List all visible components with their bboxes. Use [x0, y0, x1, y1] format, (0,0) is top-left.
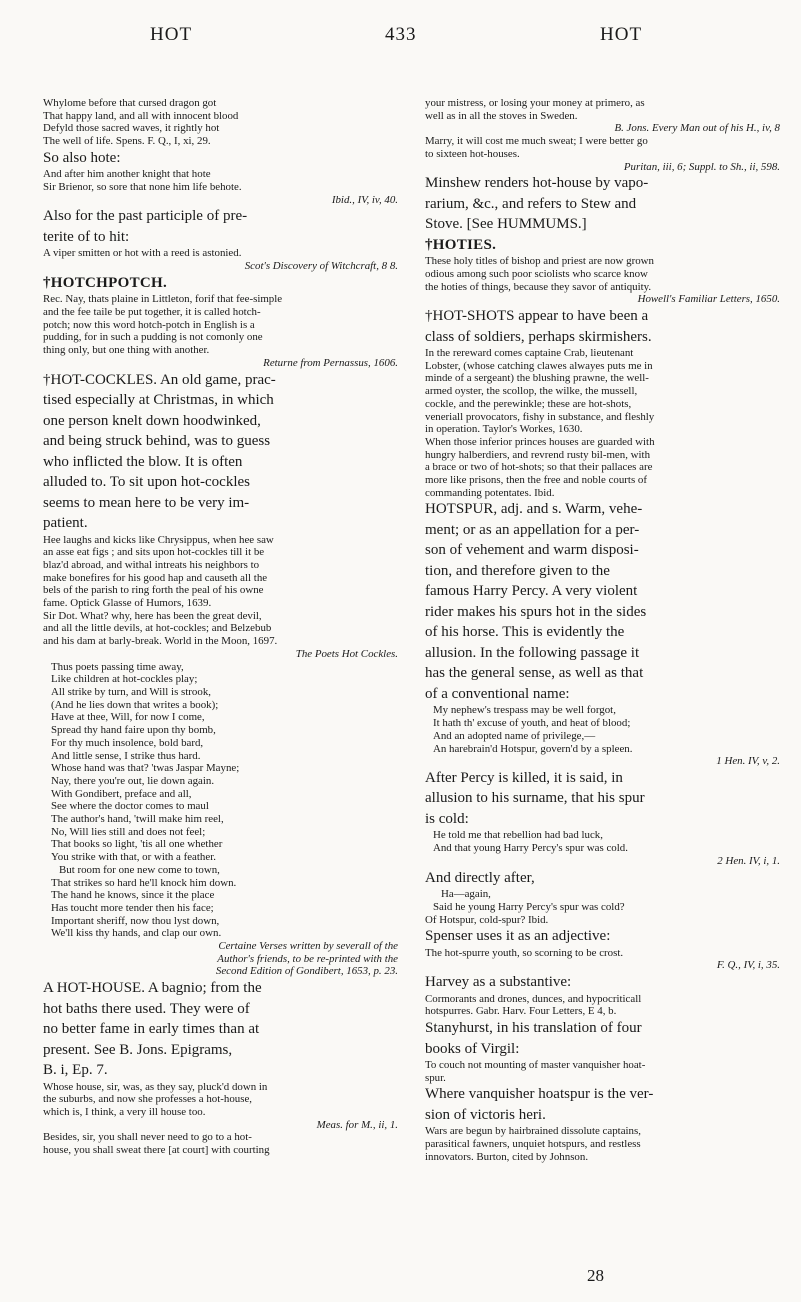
text-line: Whose hand was that? 'twas Jaspar Mayne; [51, 762, 240, 775]
text-line: After Percy is killed, it is said, in [425, 769, 623, 786]
text-line: My nephew's trespass may be well forgot, [433, 704, 616, 717]
text-line: Cormorants and drones, dunces, and hypocriticall [425, 992, 642, 1005]
text-line: †HOT-SHOTS appear to have been a [425, 308, 649, 325]
text-line: parasitical fawners, unquiet hotspurs, and restless [425, 1138, 641, 1151]
text-line: Howell's Familiar Letters, 1650. [637, 293, 780, 306]
text-line: your mistress, or losing your money at primero, as [425, 97, 645, 109]
text-line: the hoties of things, because they savor of antiquity. [425, 280, 652, 293]
text-line: A HOT-HOUSE. A bagnio; from the [43, 980, 262, 997]
text-line: Where vanquisher hoatspur is the ver- [425, 1086, 654, 1103]
text-line: has the general sense, as well as that [425, 665, 644, 682]
text-line: Whylome before that cursed dragon got [43, 97, 217, 109]
running-head-left: HOT [150, 24, 193, 45]
text-line: 1 Hen. IV, v, 2. [716, 755, 780, 768]
text-line: And that young Harry Percy's spur was cold. [433, 842, 628, 855]
text-line: an asse eat figs ; and sits upon hot-cockles till it be [43, 546, 265, 559]
text-line: Rec. Nay, thats plaine in Littleton, forif that fee-simple [43, 293, 283, 306]
text-line: potch; now this word hotch-potch in English is a [43, 318, 255, 331]
text-line: Sir Dot. What? why, here has been the great devil, [43, 609, 262, 622]
text-line: innovators. Burton, cited by Johnson. [425, 1150, 589, 1163]
text-line: Have at thee, Will, for now I come, [51, 711, 205, 724]
text-line: one person knelt down hoodwinked, [43, 412, 261, 429]
text-line: In the rereward comes captaine Crab, lieutenant [425, 347, 634, 360]
text-line: Certaine Verses written by severall of the [218, 940, 398, 953]
text-line: †HOTIES. [425, 236, 497, 253]
text-line: No, Will lies still and does not feel; [51, 825, 206, 838]
text-line: Ibid., IV, iv, 40. [331, 193, 398, 206]
text-line: and being struck behind, was to guess [43, 433, 271, 450]
text-line: a brace or two of hot-shots; so that their pallaces are [425, 461, 653, 474]
text-line: All strike by turn, and Will is strook, [51, 685, 211, 698]
text-line: Ha—again, [441, 888, 491, 901]
text-line: Stove. [See HUMMUMS.] [425, 216, 587, 233]
text-line: in operation. Taylor's Workes, 1630. [425, 423, 583, 436]
text-line: †HOTCHPOTCH. [43, 274, 168, 291]
text-line: Spenser uses it as an adjective: [425, 928, 611, 945]
text-line: rider makes his spurs hot in the sides [425, 603, 647, 620]
text-line: Sir Brienor, so sore that none him life behote. [43, 181, 242, 194]
text-line: fame. Optick Glasse of Humors, 1639. [43, 597, 212, 610]
text-line: 2 Hen. IV, i, 1. [717, 854, 780, 867]
text-line: Returne from Pernassus, 1606. [263, 356, 398, 369]
text-line: is cold: [425, 810, 469, 827]
text-line: Second Edition of Gondibert, 1653, p. 23. [215, 965, 398, 978]
text-line: Nay, there you're out, lie down again. [51, 774, 215, 787]
text-line: bels of the parish to ring forth the peal of his owne [43, 584, 264, 597]
text-line: The hand he knows, since it the place [51, 889, 215, 902]
text-line: Spread thy hand faire upon thy bomb, [51, 724, 216, 737]
text-line: alluded to. To sit upon hot-cockles [43, 474, 250, 491]
text-line: blaz'd abroad, and withal intreats his neighbors to [43, 558, 260, 571]
text-line: of a conventional name: [425, 685, 570, 702]
text-line: (And he lies down that writes a book); [51, 698, 219, 711]
text-line: You strike with that, or with a feather. [51, 851, 216, 864]
text-line: Scot's Discovery of Witchcraft, 8 8. [244, 260, 398, 273]
text-line: Meas. for M., ii, 1. [316, 1118, 398, 1131]
page-number: 433 [385, 24, 417, 45]
text-line: terite of to hit: [43, 228, 130, 245]
text-line: class of soldiers, perhaps skirmishers. [425, 328, 652, 345]
text-line: famous Harry Percy. A very violent [425, 583, 638, 600]
text-line: spur. [425, 1071, 446, 1084]
text-line: And an adopted name of privilege,— [433, 729, 596, 742]
text-line: The well of life. Spens. F. Q., I, xi, 29. [43, 135, 211, 148]
text-line: †HOT-COCKLES. An old game, prac- [43, 371, 276, 388]
text-line: Marry, it will cost me much sweat; I were better go [425, 135, 648, 148]
text-line: ment; or as an appellation for a per- [425, 521, 640, 538]
running-head-right: HOT [600, 24, 643, 45]
text-line: hot baths there used. They were of [43, 1000, 250, 1017]
text-line: to sixteen hot-houses. [425, 147, 520, 160]
text-line: See where the doctor comes to maul [51, 800, 209, 813]
text-line: which is, I think, a very ill house too. [43, 1106, 206, 1119]
text-line: A viper smitten or hot with a reed is astonied. [43, 247, 242, 260]
text-line: Like children at hot-cockles play; [51, 673, 198, 686]
text-line: Stanyhurst, in his translation of four [425, 1020, 642, 1037]
text-line: An harebrain'd Hotspur, govern'd by a spleen. [433, 742, 633, 755]
text-line: F. Q., IV, i, 35. [716, 959, 780, 972]
text-line: Harvey as a substantive: [425, 974, 572, 991]
text-line: tised especially at Christmas, in which [43, 392, 274, 409]
text-line: thing only, but one thing with another. [43, 344, 210, 357]
text-line: son of vehement and warm disposi- [425, 542, 639, 559]
text-line: To couch not mounting of master vanquisher hoat- [425, 1059, 646, 1072]
text-line: of his horse. This is evidently the [425, 624, 625, 641]
text-line: Hee laughs and kicks like Chrysippus, when hee saw [43, 533, 274, 546]
text-line: commanding potentates. Ibid. [425, 486, 555, 499]
text-line: pudding, for in such a pudding is not comonly one [43, 331, 263, 344]
text-line: That books so light, 'tis all one whether [51, 838, 223, 851]
left-column [43, 97, 398, 1157]
text-line: the suburbs, and now she professes a hot-house, [43, 1093, 253, 1106]
text-line: tion, and therefore given to the [425, 562, 610, 579]
text-line: present. See B. Jons. Epigrams, [43, 1041, 233, 1058]
text-line: But room for one new come to town, [59, 863, 220, 876]
text-line: Defyld those sacred waves, it rightly hot [43, 122, 220, 135]
text-line: Said he young Harry Percy's spur was cold? [433, 900, 625, 913]
text-line: HOTSPUR, adj. and s. Warm, vehe- [425, 501, 643, 518]
text-line: B. Jons. Every Man out of his H., iv, 8 [614, 122, 780, 135]
text-line: make bonefires for his good hap and causeth all the [43, 571, 268, 584]
text-line: Lobster, (whose catching clawes alwayes puts me in [425, 359, 653, 372]
text-line: Has toucht more tender then his face; [51, 901, 214, 914]
text-line: armed oyster, the scollop, the wilke, the mussell, [425, 385, 638, 398]
text-line: Important sheriff, now thou lyst down, [51, 914, 220, 927]
text-line: It hath th' excuse of youth, and heat of blood; [433, 717, 631, 730]
text-line: patient. [43, 515, 88, 532]
text-line: Wars are begun by hairbrained dissolute captains, [425, 1125, 641, 1138]
text-line: more like prisons, then the free and noble courts of [425, 474, 647, 487]
text-line: With Gondibert, preface and all, [51, 787, 192, 800]
signature-mark: 28 [587, 1266, 604, 1285]
text-line: Besides, sir, you shall never need to go to a hot- [43, 1131, 252, 1144]
text-line: Puritan, iii, 6; Suppl. to Sh., ii, 598. [623, 160, 780, 173]
text-line: We'll kiss thy hands, and clap our own. [51, 927, 222, 940]
text-line: That happy land, and all with innocent blood [43, 109, 239, 122]
text-line: The hot-spurre youth, so scorning to be crost. [425, 946, 624, 959]
text-line: books of Virgil: [425, 1040, 520, 1057]
text-line: That strikes so hard he'll knock him down. [51, 876, 237, 889]
text-line: And directly after, [425, 869, 535, 886]
text-line: who inflicted the blow. It is often [43, 453, 243, 470]
text-line: So also hote: [43, 149, 121, 166]
text-line: Thus poets passing time away, [51, 660, 184, 673]
text-line: cockle, and the perewinkle; these are hot-shots, [425, 397, 632, 410]
text-line: well as in all the stoves in Sweden. [425, 109, 578, 122]
text-line: hotspurres. Gabr. Harv. Four Letters, E 4, b. [425, 1005, 617, 1018]
text-line: allusion. In the following passage it [425, 644, 640, 661]
text-line: rarium, &c., and refers to Stew and [425, 195, 637, 212]
text-line: Author's friends, to be re-printed with the [217, 952, 398, 965]
text-line: and all the little devils, at hot-cockles; and Belzebub [43, 622, 272, 635]
text-line: allusion to his surname, that his spur [425, 790, 645, 807]
text-line: These holy titles of bishop and priest are now grown [425, 255, 654, 268]
right-column [425, 97, 780, 1164]
text-line: Minshew renders hot-house by vapo- [425, 175, 649, 192]
text-line: minde of a sergeant) the blushing prawne, the well- [425, 372, 649, 385]
text-line: And after him another knight that hote [43, 168, 211, 181]
text-line: Also for the past participle of pre- [43, 208, 248, 225]
text-line: The Poets Hot Cockles. [295, 647, 398, 660]
text-line: house, you shall sweat there [at court] with courting [43, 1144, 270, 1157]
text-line: He told me that rebellion had bad luck, [433, 829, 603, 842]
text-line: B. i, Ep. 7. [43, 1062, 108, 1079]
text-line: sion of victoris heri. [425, 1106, 546, 1123]
text-line: and his dam at barly-break. World in the Moon, 1697. [43, 635, 278, 648]
text-line: odious among such poor sciolists who scarce know [425, 267, 648, 280]
text-line: and the fee taile be put together, it is called hotch- [43, 306, 261, 319]
text-line: And little sense, I strike thus hard. [51, 749, 201, 762]
text-line: Whose house, sir, was, as they say, pluck'd down in [43, 1080, 268, 1093]
text-line: Of Hotspur, cold-spur? Ibid. [425, 913, 549, 926]
text-line: When those inferior princes houses are guarded with [425, 435, 655, 448]
text-line: For thy much insolence, bold bard, [51, 736, 204, 749]
text-line: veneriall provocators, fishy in substance, and fleshly [425, 410, 655, 423]
text-line: The author's hand, 'twill make him reel, [51, 813, 224, 826]
text-line: hungry halberdiers, and revrend rusty bil-men, with [425, 448, 651, 461]
text-line: no better fame in early times than at [43, 1021, 260, 1038]
text-line: seems to mean here to be very im- [43, 494, 250, 511]
